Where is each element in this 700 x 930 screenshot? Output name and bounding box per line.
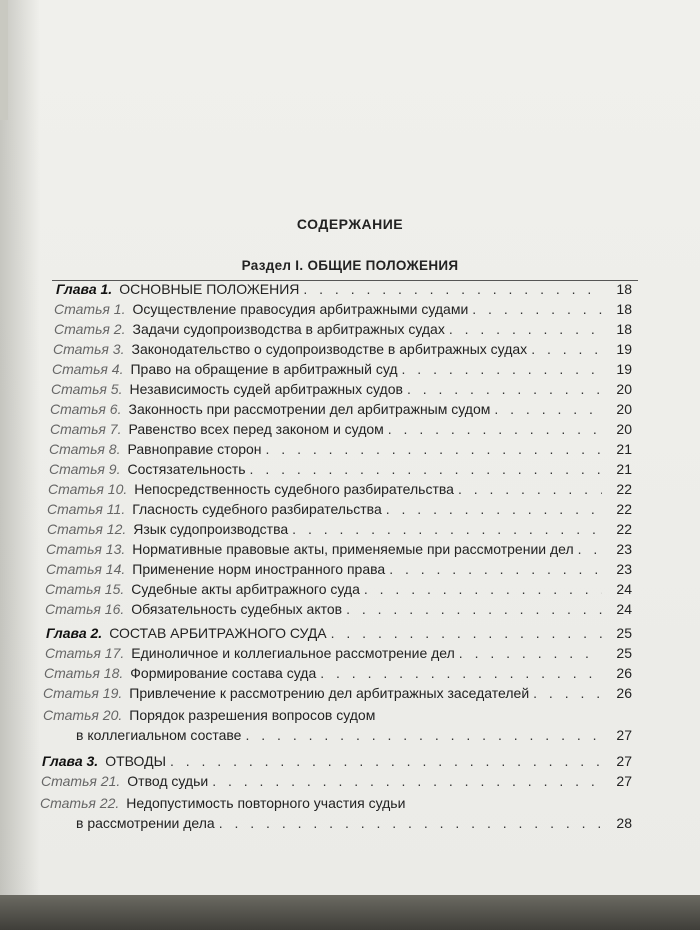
entry-title: Равенство всех перед законом и судом [128,421,384,437]
page-edge-strip [0,0,8,120]
entry-title: Задачи судопроизводства в арбитражных судах [132,321,445,337]
page-number: 21 [616,441,632,457]
article-label: Статья 12. [47,521,127,537]
page-number: 20 [616,421,632,437]
article-label: Статья 8. [49,441,121,457]
page-number: 22 [616,501,632,517]
toc-entry [56,281,632,301]
entry-title: Судебные акты арбитражного суда [131,581,360,597]
article-label: Статья 13. [46,541,126,557]
toc-entry [42,753,632,773]
dot-leader [266,441,602,457]
article-label: Статья 2. [54,321,126,337]
dot-leader [459,645,602,661]
entry-title: в коллегиальном составе [76,727,242,743]
page-number: 20 [616,401,632,417]
page-number: 23 [616,561,632,577]
page-number: 23 [616,541,632,557]
page-number: 18 [616,281,632,297]
chapter-label: Глава 1. [56,281,113,297]
chapter-label: Глава 3. [42,753,99,769]
toc-entry [41,773,632,793]
toc-entry [45,645,632,665]
article-label: Статья 18. [44,665,124,681]
dot-leader [533,685,602,701]
entry-title: ОСНОВНЫЕ ПОЛОЖЕНИЯ [119,281,300,297]
article-label: Статья 15. [45,581,125,597]
toc-entry [54,301,632,321]
dot-leader [386,501,602,517]
entry-title: Законность при рассмотрении дел арбитражным судом [128,401,491,417]
toc-entry [50,421,632,441]
entry-title: Порядок разрешения вопросов судом [129,707,376,723]
page-number: 21 [616,461,632,477]
article-label: Статья 11. [47,501,126,517]
entry-title: Независимость судей арбитражных судов [129,381,403,397]
toc-entry [76,727,632,747]
entry-title: Состязательность [127,461,246,477]
article-label: Статья 9. [49,461,121,477]
table-surface [0,895,700,930]
toc-entry [51,381,632,401]
dot-leader [245,727,602,743]
entry-title: Обязательность судебных актов [131,601,343,617]
toc-entry [45,601,632,621]
article-label: Статья 10. [48,481,128,497]
entry-title: Привлечение к рассмотрению дел арбитражных заседателей [129,685,530,701]
entry-title: Право на обращение в арбитражный суд [130,361,398,377]
page-number: 27 [616,727,632,743]
toc-entry [45,581,632,601]
entry-title: Нормативные правовые акты, применяемые при рассмотрении дел [132,541,574,557]
article-label: Статья 20. [43,707,123,723]
dot-leader [494,401,602,417]
dot-leader [407,381,602,397]
toc-entry [76,815,632,835]
entry-title: СОСТАВ АРБИТРАЖНОГО СУДА [109,625,327,641]
toc-entry [43,707,632,727]
page-number: 22 [616,481,632,497]
entry-title: в рассмотрении дела [76,815,215,831]
dot-leader [578,541,602,557]
page-shadow [0,0,40,900]
page-number: 26 [616,665,632,681]
toc-entry [46,541,632,561]
toc-entry [49,461,632,481]
article-label: Статья 1. [54,301,126,317]
toc-entry [40,795,632,815]
article-label: Статья 22. [40,795,120,811]
toc-entry [43,685,632,705]
article-label: Статья 6. [50,401,122,417]
dot-leader [389,561,602,577]
entry-title: ОТВОДЫ [105,753,166,769]
page-number: 18 [616,321,632,337]
toc-entry [44,665,632,685]
article-label: Статья 16. [45,601,125,617]
entry-title: Осуществление правосудия арбитражными судами [132,301,469,317]
toc-entry [49,441,632,461]
article-label: Статья 7. [50,421,122,437]
entry-title: Гласность судебного разбирательства [132,501,382,517]
dot-leader [320,665,602,681]
article-label: Статья 17. [45,645,125,661]
section-heading: Раздел I. ОБЩИЕ ПОЛОЖЕНИЯ [241,258,459,273]
page-number: 20 [616,381,632,397]
dot-leader [292,521,602,537]
toc-entry [50,401,632,421]
dot-leader [531,341,602,357]
page-number: 24 [616,601,632,617]
dot-leader [219,815,602,831]
entry-title: Формирование состава суда [130,665,317,681]
page-number: 27 [616,753,632,769]
entry-title: Применение норм иностранного права [132,561,386,577]
dot-leader [303,281,602,297]
page-number: 28 [616,815,632,831]
page-number: 25 [616,645,632,661]
entry-title: Равноправие сторон [127,441,262,457]
toc-entry [52,361,632,381]
dot-leader [402,361,602,377]
page-number: 24 [616,581,632,597]
page-number: 25 [616,625,632,641]
toc-entry [54,321,632,341]
article-label: Статья 3. [53,341,125,357]
article-label: Статья 4. [52,361,124,377]
dot-leader [346,601,602,617]
dot-leader [331,625,602,641]
toc-entry [53,341,632,361]
contents-title: СОДЕРЖАНИЕ [296,216,404,232]
entry-title: Отвод судьи [127,773,209,789]
dot-leader [449,321,602,337]
dot-leader [364,581,602,597]
page-number: 22 [616,521,632,537]
page-number: 19 [616,341,632,357]
dot-leader [472,301,602,317]
entry-title: Непосредственность судебного разбирательства [134,481,454,497]
entry-title: Недопустимость повторного участия судьи [126,795,406,811]
page-number: 26 [616,685,632,701]
article-label: Статья 14. [46,561,126,577]
dot-leader [250,461,602,477]
article-label: Статья 5. [51,381,123,397]
toc-entry [46,625,632,645]
dot-leader [388,421,602,437]
entry-title: Законодательство о судопроизводстве в арбитражных судах [131,341,528,357]
page-number: 19 [616,361,632,377]
toc-entry [48,481,632,501]
dot-leader [170,753,602,769]
article-label: Статья 21. [41,773,121,789]
toc-entry [46,561,632,581]
entry-title: Единоличное и коллегиальное рассмотрение дел [131,645,455,661]
entry-title: Язык судопроизводства [133,521,289,537]
page-number: 27 [616,773,632,789]
article-label: Статья 19. [43,685,123,701]
page-number: 18 [616,301,632,317]
chapter-label: Глава 2. [46,625,103,641]
dot-leader [458,481,602,497]
toc-entry [47,521,632,541]
toc-entry [47,501,632,521]
dot-leader [212,773,602,789]
